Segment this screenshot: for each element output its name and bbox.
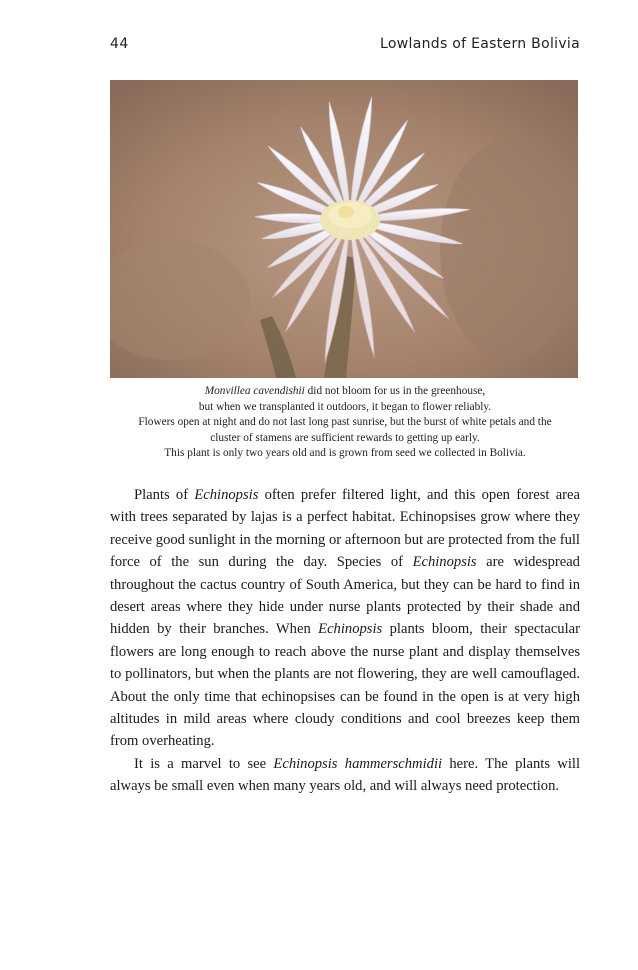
page-number: 44 [110,36,129,52]
text-run: It is a marvel to see [134,755,274,772]
text-run: plants bloom, their spectacular flowers are long enough to reach above the nurse plant and display themselves to pollinators, but when the plants are not flowering, they are well camouflaged. About the only time that echinopsises can be found in the open is at very high altitudes in mild areas where cloudy conditions and cool breezes keep them from overheating. [110,621,580,750]
caption-line: This plant is only two years old and is grown from seed we collected in Bolivia. [164,447,526,459]
text-run: here. The plants will always be small even when many years old, and will always need protection. [110,755,581,795]
caption-line [100,384,590,400]
caption-line: Flowers open at night and do not last long past sunrise, but the burst of white petals and the [138,416,552,428]
text-run: are widespread throughout the cactus country of South America, but they can be hard to find in desert areas where they hide under nurse plants protected by their shade and hidden by their branches. When [110,554,580,638]
genus-name: Echinopsis [194,487,259,503]
paragraph [110,753,580,798]
caption-text: did not bloom for us in the greenhouse, [304,385,486,397]
genus-name: Echinopsis [412,554,477,571]
caption-line: cluster of stamens are sufficient rewards to getting up early. [210,431,480,444]
caption-line: but when we transplanted it outdoors, it began to flower reliably. [198,400,492,413]
species-name: Echinopsis hammerschmidii [273,755,443,772]
flower-illustration [110,80,578,378]
flower-photo [110,80,578,378]
body-text [110,484,580,798]
text-run: often prefer filtered light, and this open forest area with trees separated by lajas is a perfect habitat. Echinopsises grow where they receive good sunlight in the morning or afternoon but are protected from the full force of the sun during the day. Species of [110,487,580,571]
species-name: Monvillea cavendishii [204,385,305,397]
text-run: Plants of [134,487,195,503]
page-header [110,36,580,56]
figure-caption [100,384,590,462]
running-head: Lowlands of Eastern Bolivia [380,36,580,52]
paragraph [110,484,580,753]
genus-name: Echinopsis [318,621,383,638]
stamen-cluster [320,200,380,240]
